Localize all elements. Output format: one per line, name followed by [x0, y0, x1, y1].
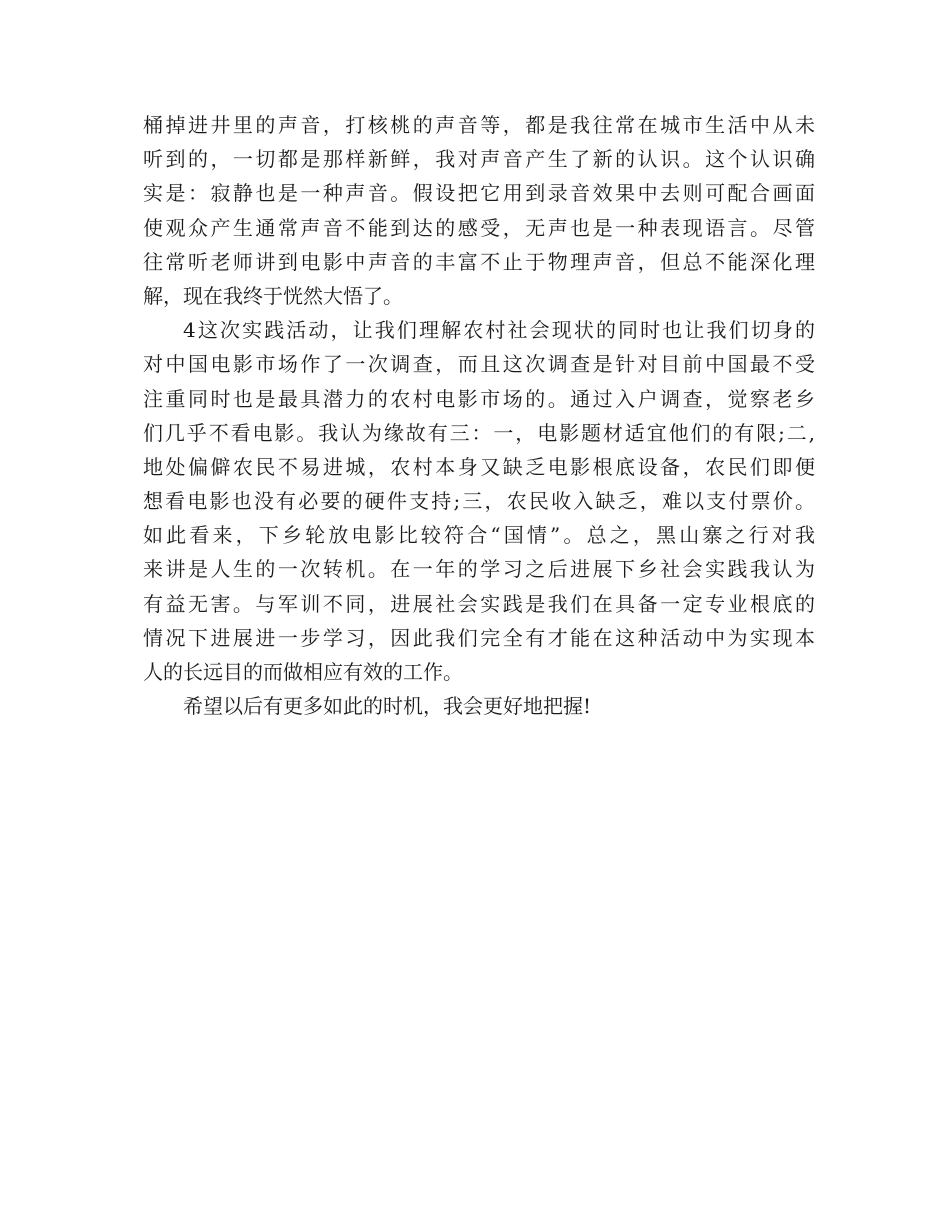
- paragraph-1: [143, 108, 815, 313]
- text-line: 桶掉进井里的声音，打核桃的声音等，都是我往常在城市生活中从未: [143, 113, 815, 137]
- text-line: 使观众产生通常声音不能到达的感受，无声也是一种表现语言。尽管: [143, 215, 815, 240]
- paragraph-3: [143, 689, 815, 723]
- text-line: 注重同时也是最具潜力的农村电影市场的。通过入户调查，觉察老乡: [143, 386, 815, 411]
- document-body: [143, 108, 815, 723]
- text-line: 如此看来，下乡轮放电影比较符合“国情”。总之，黑山寨之行对我: [143, 523, 815, 548]
- text-line: 4这次实践活动，让我们理解农村社会现状的同时也让我们切身的: [183, 318, 815, 343]
- text-line: 来讲是人生的一次转机。在一年的学习之后进展下乡社会实践我认为: [143, 557, 815, 582]
- text-line: 情况下进展进一步学习，因此我们完全有才能在这种活动中为实现本: [143, 625, 815, 650]
- text-line: 解，现在我终于恍然大悟了。: [143, 283, 403, 308]
- paragraph-2: [143, 313, 815, 689]
- text-line: 实是：寂静也是一种声音。假设把它用到录音效果中去则可配合画面: [143, 181, 815, 206]
- text-line: 希望以后有更多如此的时机，我会更好地把握!: [183, 694, 592, 719]
- text-line: 人的长远目的而做相应有效的工作。: [143, 660, 463, 684]
- text-line: 想看电影也没有必要的硬件支持;三，农民收入缺乏，难以支付票价。: [143, 489, 815, 514]
- text-line: 听到的，一切都是那样新鲜，我对声音产生了新的认识。这个认识确: [143, 147, 815, 172]
- text-line: 往常听老师讲到电影中声音的丰富不止于物理声音，但总不能深化理: [143, 249, 815, 274]
- text-line: 地处偏僻农民不易进城，农村本身又缺乏电影根底设备，农民们即便: [143, 454, 815, 479]
- text-line: 有益无害。与军训不同，进展社会实践是我们在具备一定专业根底的: [143, 591, 815, 616]
- text-line: 对中国电影市场作了一次调查，而且这次调查是针对目前中国最不受: [143, 352, 815, 377]
- text-line: 们几乎不看电影。我认为缘故有三：一，电影题材适宜他们的有限;二,: [143, 420, 815, 445]
